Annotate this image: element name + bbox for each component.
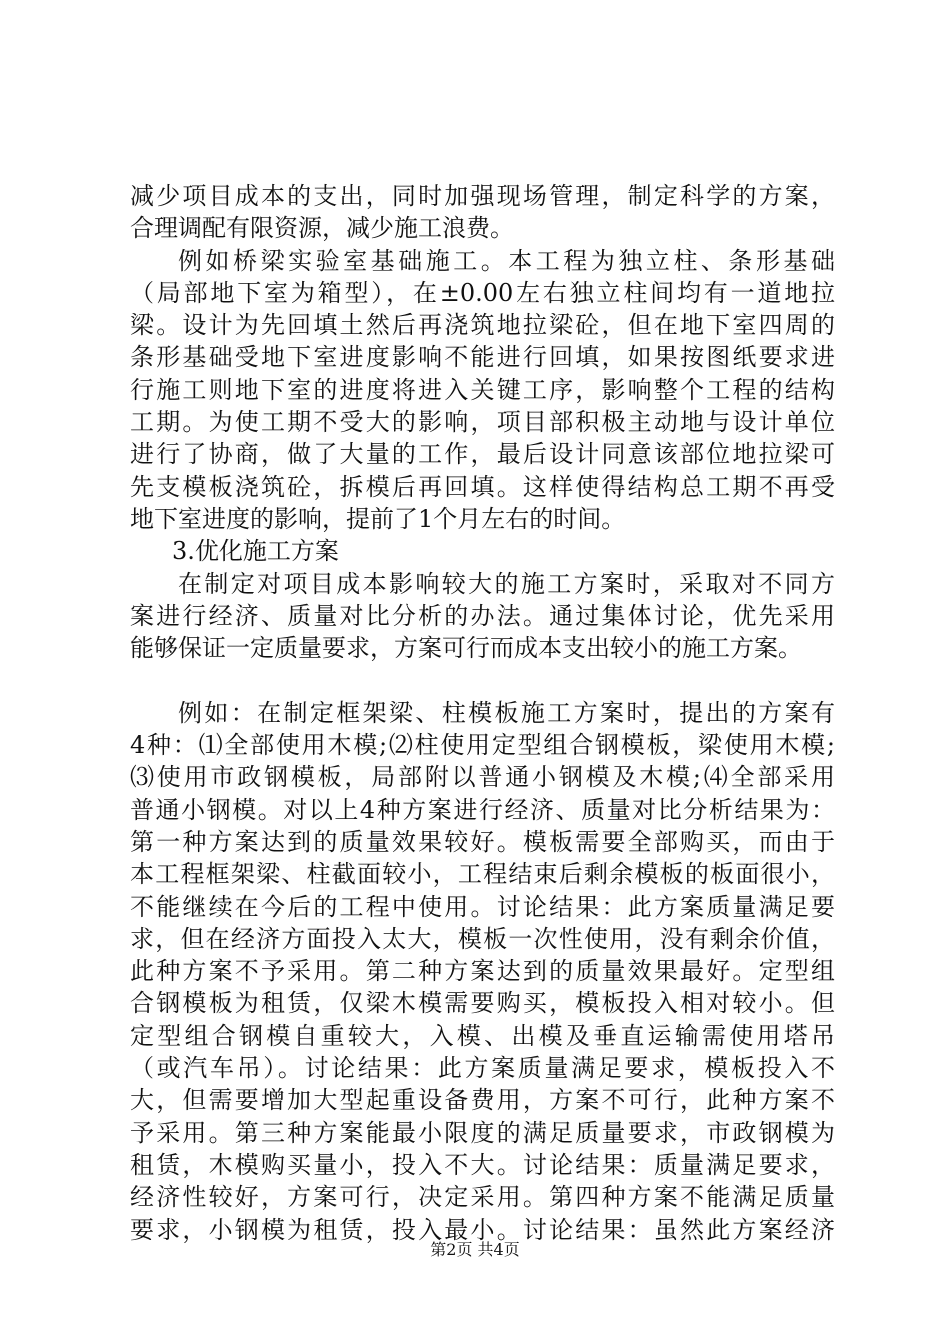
text-line: 4种：⑴全部使用木模;⑵柱使用定型组合钢模板，梁使用木模; [130,731,835,760]
text-line: 本工程框架梁、柱截面较小，工程结束后剩余模板的板面很小， [130,860,835,889]
paragraph-2 [130,245,835,536]
text-line: 此种方案不予采用。第二种方案达到的质量效果最好。定型组 [130,957,835,986]
text-line: 减少项目成本的支出，同时加强现场管理，制定科学的方案， [130,182,835,210]
text-line: 例如桥梁实验室基础施工。本工程为独立柱、条形基础 [178,246,835,275]
text-line: 合钢模板为租赁，仅梁木模需要购买，模板投入相对较小。但 [130,989,835,1018]
text-line: 条形基础受地下室进度影响不能进行回填，如果按图纸要求进 [130,343,835,372]
text-line: 普通小钢模。对以上4种方案进行经济、质量对比分析结果为： [130,795,835,824]
paragraph-3 [130,568,835,665]
text-line: 不能继续在今后的工程中使用。讨论结果：此方案质量满足要 [130,892,835,921]
text-line: ⑶使用市政钢模板，局部附以普通小钢模及木模;⑷全部采用 [130,763,835,792]
section-heading: 3.优化施工方案 [172,537,339,566]
text-line: 经济性较好，方案可行，决定采用。第四种方案不能满足质量 [130,1183,835,1212]
text-line: 在制定对项目成本影响较大的施工方案时，采取对不同方 [178,569,835,598]
text-line: （局部地下室为箱型），在±0.00左右独立柱间均有一道地拉 [130,278,835,307]
text-line: 梁。设计为先回填土然后再浇筑地拉梁砼，但在地下室四周的 [130,311,835,340]
text-line: 大，但需要增加大型起重设备费用，方案不可行，此种方案不 [130,1086,835,1115]
text-line: 定型组合钢模自重较大，入模、出模及垂直运输需使用塔吊 [130,1021,835,1050]
text-line: （或汽车吊）。讨论结果：此方案质量满足要求，模板投入不 [130,1054,835,1083]
text-line: 地下室进度的影响，提前了1个月左右的时间。 [130,504,626,533]
text-line: 要求，小钢模为租赁，投入最小。讨论结果：虽然此方案经济 [130,1215,835,1244]
text-line: 合理调配有限资源，减少施工浪费。 [130,214,514,243]
text-line: 进行了协商，做了大量的工作，最后设计同意该部位地拉梁可 [130,440,835,469]
paragraph-4 [130,697,835,1246]
text-line: 租赁，木模购买量小，投入不大。讨论结果：质量满足要求， [130,1150,835,1179]
text-line: 先支模板浇筑砼，拆模后再回填。这样使得结构总工期不再受 [130,472,835,501]
text-line: 予采用。第三种方案能最小限度的满足质量要求，市政钢模为 [130,1118,835,1147]
paragraph-1 [130,180,835,245]
paragraph-spacer [130,664,835,696]
text-line: 工期。为使工期不受大的影响，项目部积极主动地与设计单位 [130,408,835,437]
text-line: 第一种方案达到的质量效果较好。模板需要全部购买，而由于 [130,827,835,856]
text-line: 能够保证一定质量要求，方案可行而成本支出较小的施工方案。 [130,634,802,663]
document-body [130,180,835,1246]
text-line: 案进行经济、质量对比分析的办法。通过集体讨论，优先采用 [130,601,835,630]
text-line: 求，但在经济方面投入太大，模板一次性使用，没有剩余价值， [130,924,835,953]
text-line: 例如：在制定框架梁、柱模板施工方案时，提出的方案有 [178,698,835,727]
text-line: 行施工则地下室的进度将进入关键工序，影响整个工程的结构 [130,375,835,404]
page-footer: 第2页 共4页 [430,1240,520,1259]
